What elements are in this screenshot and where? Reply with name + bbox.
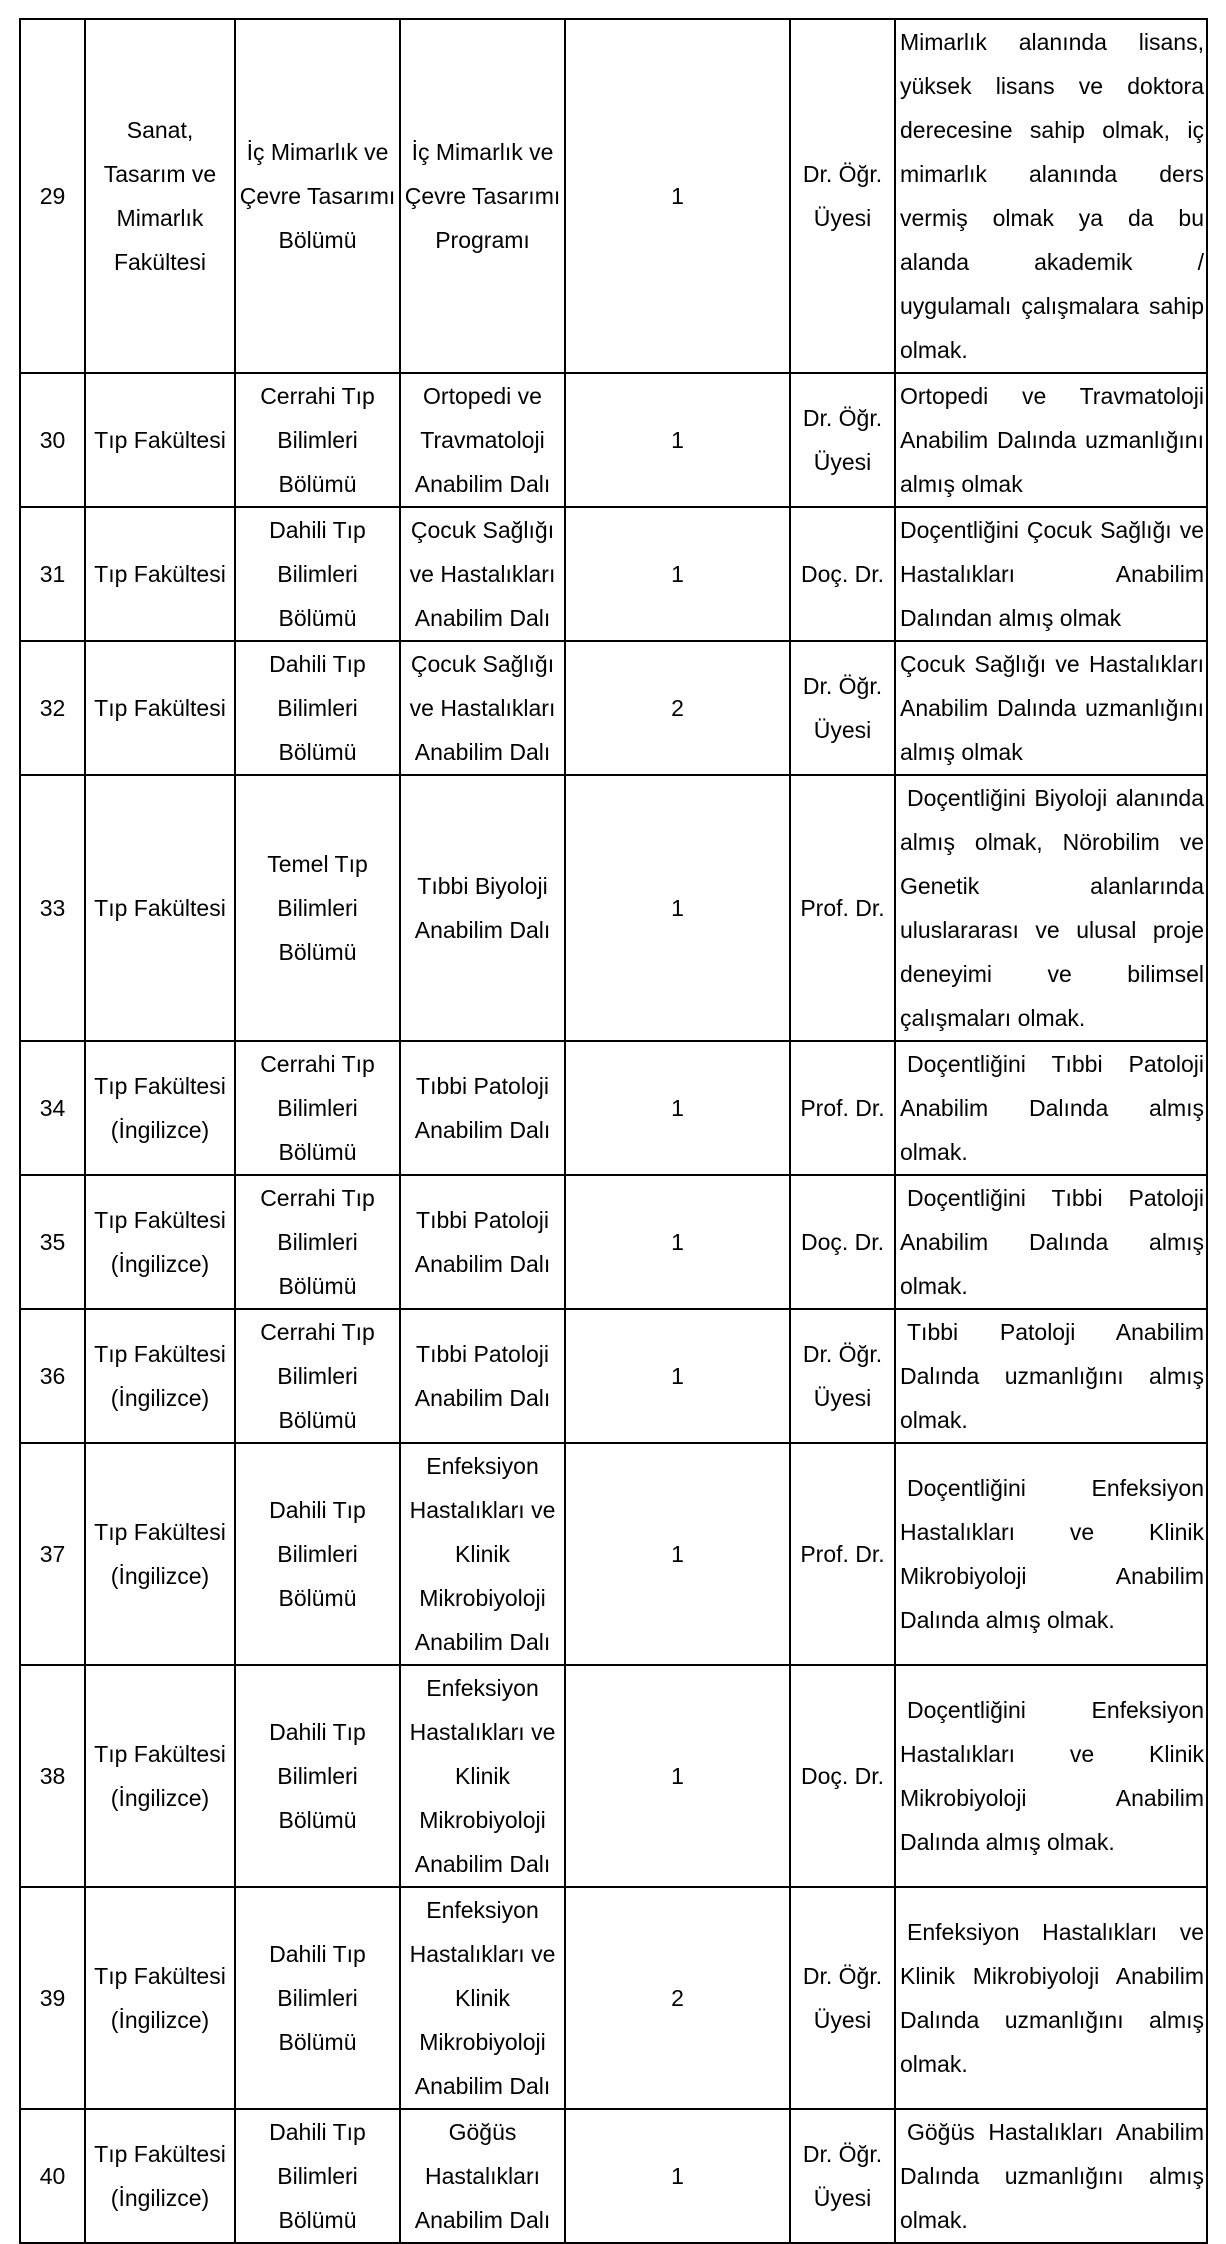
- department-cell: Temel Tıp Bilimleri Bölümü: [235, 775, 400, 1041]
- academic-title: Prof. Dr.: [790, 1443, 895, 1665]
- requirement-text: Doçentliğini Biyoloji alanında almış olmak, Nörobilim ve Genetik alanlarında uluslararası ve ulusal proje deneyimi ve bilimsel çalışmaları olmak.: [895, 775, 1207, 1041]
- requirement-text: Mimarlık alanında lisans, yüksek lisans ve doktora derecesine sahip olmak, iç mimarlık alanında ders vermiş olmak ya da bu alanda akademik / uygulamalı çalışmalara sahip olmak.: [895, 19, 1207, 373]
- table-row: [20, 1309, 1207, 1443]
- row-number: 38: [20, 1665, 85, 1887]
- row-number: 36: [20, 1309, 85, 1443]
- academic-title: Dr. Öğr. Üyesi: [790, 373, 895, 507]
- department-cell: İç Mimarlık ve Çevre Tasarımı Bölümü: [235, 19, 400, 373]
- program-cell: Çocuk Sağlığı ve Hastalıkları Anabilim Dalı: [400, 507, 565, 641]
- row-number: 34: [20, 1041, 85, 1175]
- department-cell: Dahili Tıp Bilimleri Bölümü: [235, 507, 400, 641]
- program-cell: Enfeksiyon Hastalıkları ve Klinik Mikrobiyoloji Anabilim Dalı: [400, 1665, 565, 1887]
- table-body: [20, 19, 1207, 2243]
- requirement-text: Doçentliğini Enfeksiyon Hastalıkları ve Klinik Mikrobiyoloji Anabilim Dalında almış olmak.: [895, 1665, 1207, 1887]
- department-cell: Dahili Tıp Bilimleri Bölümü: [235, 1665, 400, 1887]
- program-cell: Ortopedi ve Travmatoloji Anabilim Dalı: [400, 373, 565, 507]
- faculty-cell: Tıp Fakültesi: [85, 373, 235, 507]
- faculty-cell: Tıp Fakültesi: [85, 641, 235, 775]
- row-number: 30: [20, 373, 85, 507]
- department-cell: Dahili Tıp Bilimleri Bölümü: [235, 641, 400, 775]
- row-number: 37: [20, 1443, 85, 1665]
- program-cell: Enfeksiyon Hastalıkları ve Klinik Mikrobiyoloji Anabilim Dalı: [400, 1887, 565, 2109]
- program-cell: Tıbbi Biyoloji Anabilim Dalı: [400, 775, 565, 1041]
- row-number: 40: [20, 2109, 85, 2243]
- position-count: 1: [565, 1175, 790, 1309]
- program-cell: Enfeksiyon Hastalıkları ve Klinik Mikrobiyoloji Anabilim Dalı: [400, 1443, 565, 1665]
- faculty-cell: Tıp Fakültesi (İngilizce): [85, 1175, 235, 1309]
- row-number: 35: [20, 1175, 85, 1309]
- requirement-text: Ortopedi ve Travmatoloji Anabilim Dalında uzmanlığını almış olmak: [895, 373, 1207, 507]
- table-row: [20, 2109, 1207, 2243]
- row-number: 29: [20, 19, 85, 373]
- department-cell: Cerrahi Tıp Bilimleri Bölümü: [235, 1041, 400, 1175]
- faculty-position-table: [19, 18, 1208, 2244]
- requirement-text: Doçentliğini Tıbbi Patoloji Anabilim Dalında almış olmak.: [895, 1041, 1207, 1175]
- table-row: [20, 1041, 1207, 1175]
- program-cell: Çocuk Sağlığı ve Hastalıkları Anabilim Dalı: [400, 641, 565, 775]
- faculty-cell: Tıp Fakültesi (İngilizce): [85, 1309, 235, 1443]
- position-count: 1: [565, 1309, 790, 1443]
- requirement-text: Göğüs Hastalıkları Anabilim Dalında uzmanlığını almış olmak.: [895, 2109, 1207, 2243]
- position-count: 1: [565, 2109, 790, 2243]
- requirement-text: Enfeksiyon Hastalıkları ve Klinik Mikrobiyoloji Anabilim Dalında uzmanlığını almış olmak.: [895, 1887, 1207, 2109]
- academic-title: Dr. Öğr. Üyesi: [790, 19, 895, 373]
- position-count: 1: [565, 373, 790, 507]
- department-cell: Cerrahi Tıp Bilimleri Bölümü: [235, 373, 400, 507]
- position-count: 1: [565, 1443, 790, 1665]
- program-cell: Tıbbi Patoloji Anabilim Dalı: [400, 1041, 565, 1175]
- academic-title: Dr. Öğr. Üyesi: [790, 1887, 895, 2109]
- faculty-cell: Tıp Fakültesi (İngilizce): [85, 1665, 235, 1887]
- table-row: [20, 19, 1207, 373]
- department-cell: Cerrahi Tıp Bilimleri Bölümü: [235, 1309, 400, 1443]
- academic-title: Doç. Dr.: [790, 1665, 895, 1887]
- faculty-cell: Tıp Fakültesi (İngilizce): [85, 1041, 235, 1175]
- position-count: 1: [565, 1041, 790, 1175]
- row-number: 39: [20, 1887, 85, 2109]
- program-cell: Göğüs Hastalıkları Anabilim Dalı: [400, 2109, 565, 2243]
- requirement-text: Tıbbi Patoloji Anabilim Dalında uzmanlığını almış olmak.: [895, 1309, 1207, 1443]
- faculty-cell: Tıp Fakültesi: [85, 775, 235, 1041]
- position-count: 1: [565, 1665, 790, 1887]
- faculty-cell: Tıp Fakültesi: [85, 507, 235, 641]
- position-count: 2: [565, 1887, 790, 2109]
- department-cell: Dahili Tıp Bilimleri Bölümü: [235, 2109, 400, 2243]
- academic-title: Dr. Öğr. Üyesi: [790, 1309, 895, 1443]
- row-number: 31: [20, 507, 85, 641]
- academic-title: Prof. Dr.: [790, 1041, 895, 1175]
- row-number: 32: [20, 641, 85, 775]
- requirement-text: Doçentliğini Tıbbi Patoloji Anabilim Dalında almış olmak.: [895, 1175, 1207, 1309]
- department-cell: Cerrahi Tıp Bilimleri Bölümü: [235, 1175, 400, 1309]
- table-row: [20, 507, 1207, 641]
- table-row: [20, 1175, 1207, 1309]
- academic-title: Prof. Dr.: [790, 775, 895, 1041]
- requirement-text: Doçentliğini Enfeksiyon Hastalıkları ve Klinik Mikrobiyoloji Anabilim Dalında almış olmak.: [895, 1443, 1207, 1665]
- position-count: 1: [565, 775, 790, 1041]
- table-row: [20, 775, 1207, 1041]
- program-cell: Tıbbi Patoloji Anabilim Dalı: [400, 1309, 565, 1443]
- department-cell: Dahili Tıp Bilimleri Bölümü: [235, 1443, 400, 1665]
- academic-title: Dr. Öğr. Üyesi: [790, 641, 895, 775]
- academic-title: Dr. Öğr. Üyesi: [790, 2109, 895, 2243]
- program-cell: İç Mimarlık ve Çevre Tasarımı Programı: [400, 19, 565, 373]
- table-row: [20, 1443, 1207, 1665]
- table-row: [20, 373, 1207, 507]
- requirement-text: Doçentliğini Çocuk Sağlığı ve Hastalıkları Anabilim Dalından almış olmak: [895, 507, 1207, 641]
- academic-title: Doç. Dr.: [790, 1175, 895, 1309]
- program-cell: Tıbbi Patoloji Anabilim Dalı: [400, 1175, 565, 1309]
- position-count: 1: [565, 507, 790, 641]
- position-count: 1: [565, 19, 790, 373]
- requirement-text: Çocuk Sağlığı ve Hastalıkları Anabilim Dalında uzmanlığını almış olmak: [895, 641, 1207, 775]
- faculty-cell: Tıp Fakültesi (İngilizce): [85, 1887, 235, 2109]
- table-row: [20, 641, 1207, 775]
- academic-title: Doç. Dr.: [790, 507, 895, 641]
- table-row: [20, 1887, 1207, 2109]
- row-number: 33: [20, 775, 85, 1041]
- table-row: [20, 1665, 1207, 1887]
- faculty-cell: Tıp Fakültesi (İngilizce): [85, 1443, 235, 1665]
- department-cell: Dahili Tıp Bilimleri Bölümü: [235, 1887, 400, 2109]
- faculty-cell: Tıp Fakültesi (İngilizce): [85, 2109, 235, 2243]
- position-count: 2: [565, 641, 790, 775]
- faculty-cell: Sanat, Tasarım ve Mimarlık Fakültesi: [85, 19, 235, 373]
